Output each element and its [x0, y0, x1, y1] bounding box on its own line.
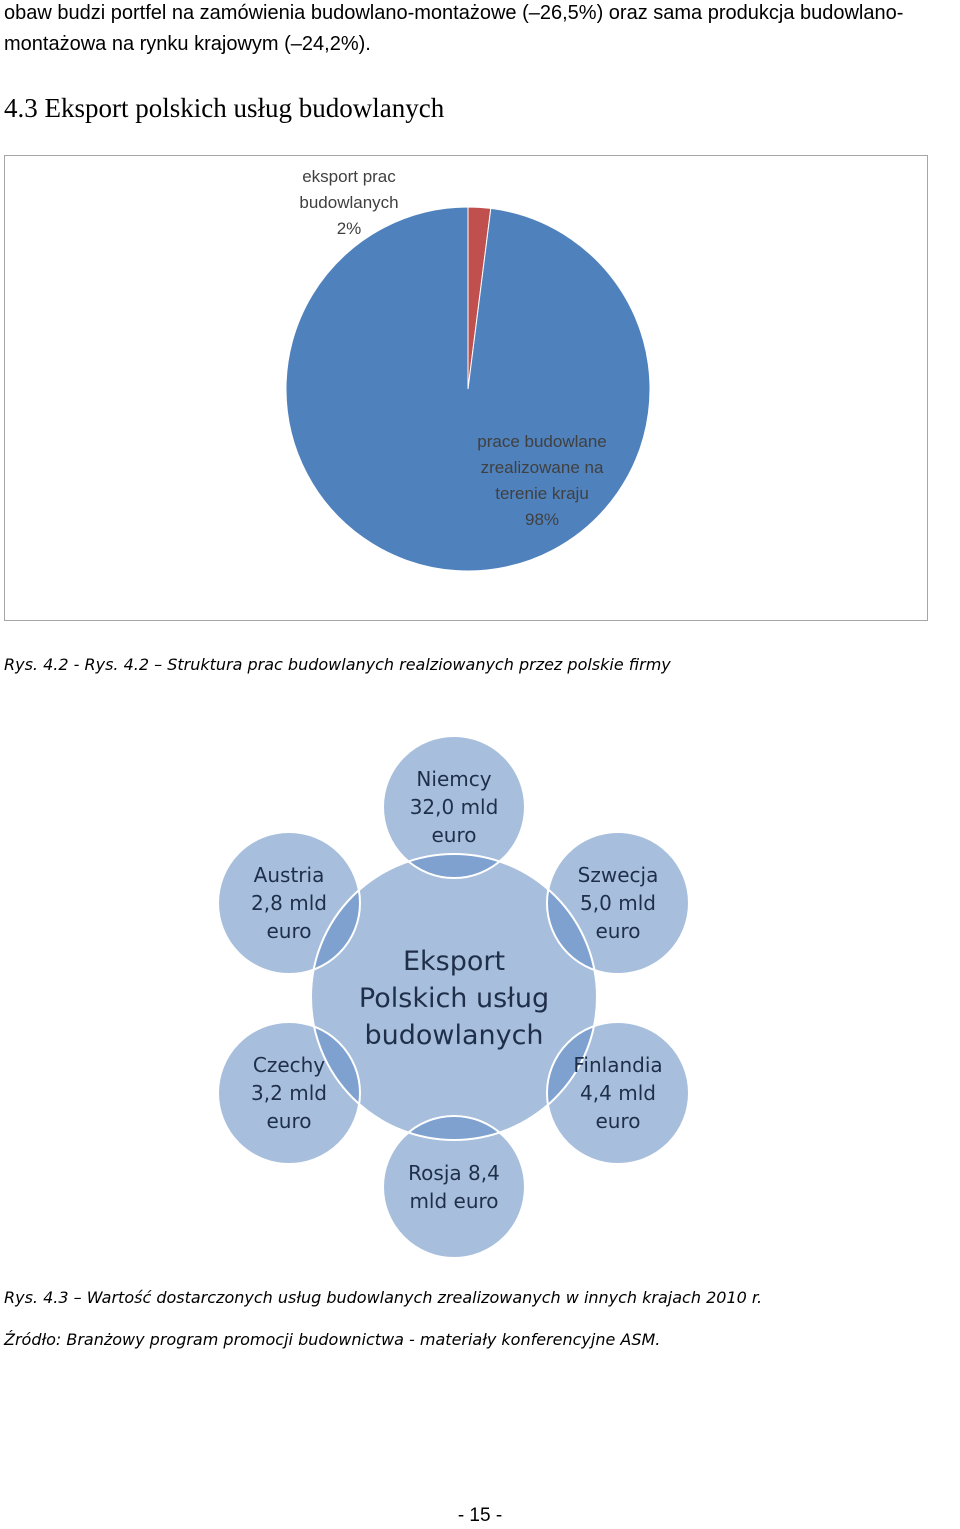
pie-slice-2 [286, 207, 650, 571]
pie-chart-frame [4, 155, 928, 621]
satellite-label-austria: euro [266, 919, 312, 943]
satellite-label-rosja: Rosja 8,4 [408, 1161, 500, 1185]
intro-line-1: obaw budzi portfel na zamówienia budowlano-montażowe (–26,5%) oraz sama produkcja budowlano- [4, 2, 904, 24]
satellite-label-czechy: 3,2 mld [251, 1081, 327, 1105]
satellite-label-niemcy: 32,0 mld [409, 795, 499, 819]
satellite-label-rosja: mld euro [409, 1189, 499, 1213]
pie-slice-label: 2% [336, 219, 362, 238]
intro-line-2: montażowa na rynku krajowym (–24,2%). [4, 33, 371, 55]
pie-slice-label: budowlanych [299, 193, 399, 212]
satellite-label-finlandia: Finlandia [573, 1053, 663, 1077]
center-label: budowlanych [364, 1020, 544, 1051]
export-diagram [0, 720, 960, 1280]
center-label: Eksport [402, 946, 506, 977]
page-number: - 15 - [457, 1505, 503, 1526]
satellite-label-austria: 2,8 mld [251, 891, 327, 915]
satellite-label-czechy: Czechy [252, 1053, 326, 1077]
satellite-label-finlandia: euro [595, 1109, 641, 1133]
satellite-label-niemcy: Niemcy [416, 767, 492, 791]
center-label: Polskich usług [358, 983, 550, 1014]
pie-slice-label: prace budowlane [477, 432, 607, 451]
satellite-label-szwecja: Szwecja [577, 863, 659, 887]
intro-paragraph [4, 0, 956, 60]
figure-caption-4-2: Rys. 4.2 - Rys. 4.2 – Struktura prac budowlanych realziowanych przez polskie firmy [4, 655, 671, 674]
satellite-label-szwecja: euro [595, 919, 641, 943]
satellite-label-niemcy: euro [431, 823, 477, 847]
satellite-label-szwecja: 5,0 mld [580, 891, 656, 915]
pie-slice-label: eksport prac [302, 167, 396, 186]
pie-slice-label: 98% [524, 510, 560, 529]
pie-chart [5, 156, 929, 622]
satellite-label-finlandia: 4,4 mld [580, 1081, 656, 1105]
satellite-label-austria: Austria [253, 863, 325, 887]
satellite-label-czechy: euro [266, 1109, 312, 1133]
pie-slice-label: zrealizowane na [480, 458, 604, 477]
pie-slice-label: terenie kraju [495, 484, 589, 503]
section-heading: 4.3 Eksport polskich usług budowlanych [4, 93, 445, 123]
source-note: Źródło: Branżowy program promocji budownictwa - materiały konferencyjne ASM. [4, 1330, 661, 1349]
figure-caption-4-3: Rys. 4.3 – Wartość dostarczonych usług budowlanych zrealizowanych w innych krajach 2010 r. [4, 1288, 763, 1307]
